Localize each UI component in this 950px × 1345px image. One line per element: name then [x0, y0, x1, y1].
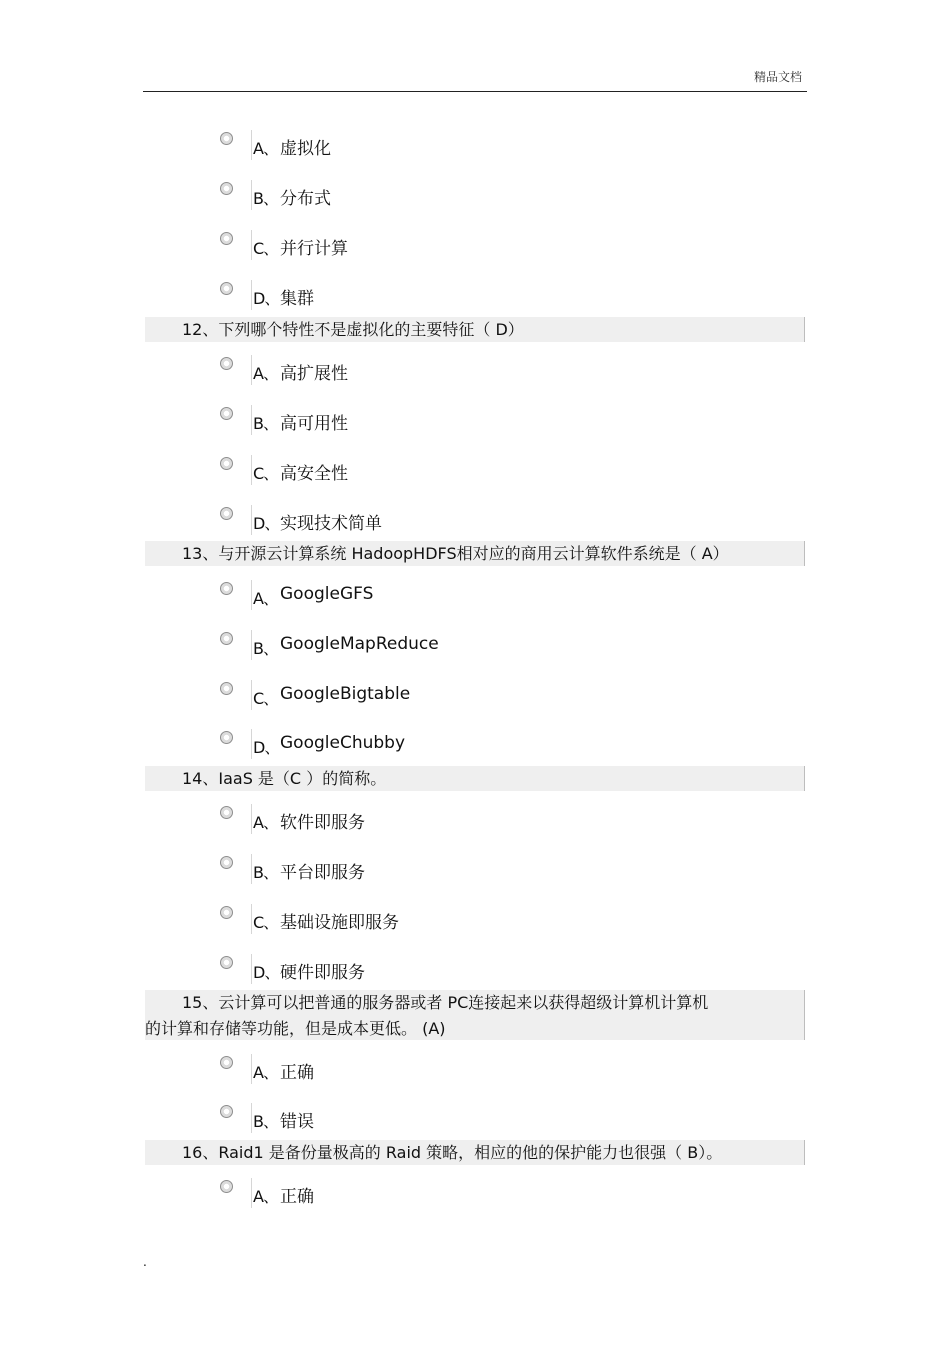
- radio-icon[interactable]: [220, 956, 233, 969]
- divider: [251, 954, 252, 984]
- question-16: 16、Raid1 是备份量极高的 Raid 策略，相应的他的保护能力也很强（ B）。: [145, 1140, 805, 1165]
- radio-icon[interactable]: [220, 282, 233, 295]
- radio-icon[interactable]: [220, 507, 233, 520]
- divider: [251, 1178, 252, 1208]
- q14-option-b[interactable]: B、 平台即服务: [220, 854, 520, 888]
- question-15: [145, 990, 805, 1040]
- question-12: 12、下列哪个特性不是虚拟化的主要特征（ D）: [145, 317, 805, 342]
- q12-option-a[interactable]: A、 高扩展性: [220, 355, 520, 389]
- radio-icon[interactable]: [220, 1180, 233, 1193]
- radio-icon[interactable]: [220, 357, 233, 370]
- divider: [251, 854, 252, 884]
- radio-icon[interactable]: [220, 582, 233, 595]
- divider: [251, 904, 252, 934]
- radio-icon[interactable]: [220, 906, 233, 919]
- footer-mark: .: [143, 1255, 147, 1269]
- q12-option-b[interactable]: B、 高可用性: [220, 405, 520, 439]
- q12-option-d[interactable]: D、 实现技术简单: [220, 505, 520, 539]
- q13-option-b[interactable]: B、 GoogleMapReduce: [220, 630, 520, 664]
- divider: [251, 630, 252, 660]
- radio-icon[interactable]: [220, 132, 233, 145]
- divider: [251, 505, 252, 535]
- page-header-text: 精品文档: [753, 70, 802, 84]
- q12-option-c[interactable]: C、 高安全性: [220, 455, 520, 489]
- radio-icon[interactable]: [220, 731, 233, 744]
- q13-option-d[interactable]: D、 GoogleChubby: [220, 729, 520, 763]
- divider: [251, 130, 252, 160]
- q11-option-b[interactable]: B、 分布式: [220, 180, 520, 214]
- divider: [251, 455, 252, 485]
- radio-icon[interactable]: [220, 856, 233, 869]
- radio-icon[interactable]: [220, 632, 233, 645]
- radio-icon[interactable]: [220, 232, 233, 245]
- divider: [251, 1103, 252, 1133]
- q15-option-b[interactable]: B、 错误: [220, 1103, 520, 1137]
- question-15-line-2: 的计算和存储等功能，但是成本更低。 (A): [145, 1019, 446, 1038]
- divider: [251, 280, 252, 310]
- q14-option-d[interactable]: D、 硬件即服务: [220, 954, 520, 988]
- q14-option-a[interactable]: A、 软件即服务: [220, 804, 520, 838]
- q13-option-a[interactable]: A、 GoogleGFS: [220, 580, 520, 614]
- header-divider: [143, 91, 807, 92]
- divider: [251, 355, 252, 385]
- question-15-line-1: 15、云计算可以把普通的服务器或者 PC连接起来以获得超级计算机计算机: [182, 993, 709, 1012]
- radio-icon[interactable]: [220, 806, 233, 819]
- divider: [251, 1054, 252, 1084]
- radio-icon[interactable]: [220, 407, 233, 420]
- divider: [251, 230, 252, 260]
- q11-option-d[interactable]: D、 集群: [220, 280, 520, 314]
- radio-icon[interactable]: [220, 182, 233, 195]
- radio-icon[interactable]: [220, 1056, 233, 1069]
- radio-icon[interactable]: [220, 457, 233, 470]
- q14-option-c[interactable]: C、 基础设施即服务: [220, 904, 520, 938]
- radio-icon[interactable]: [220, 682, 233, 695]
- divider: [251, 405, 252, 435]
- divider: [251, 180, 252, 210]
- question-14: 14、IaaS 是（C ）的简称。: [145, 766, 805, 791]
- question-13: 13、与开源云计算系统 HadoopHDFS相对应的商用云计算软件系统是（ A）: [145, 541, 805, 566]
- q13-option-c[interactable]: C、 GoogleBigtable: [220, 680, 520, 714]
- divider: [251, 680, 252, 710]
- divider: [251, 580, 252, 610]
- q15-option-a[interactable]: A、 正确: [220, 1054, 520, 1088]
- radio-icon[interactable]: [220, 1105, 233, 1118]
- q11-option-c[interactable]: C、 并行计算: [220, 230, 520, 264]
- divider: [251, 804, 252, 834]
- q16-option-a[interactable]: A、 正确: [220, 1178, 520, 1212]
- divider: [251, 729, 252, 759]
- q11-option-a[interactable]: A、 虚拟化: [220, 130, 520, 164]
